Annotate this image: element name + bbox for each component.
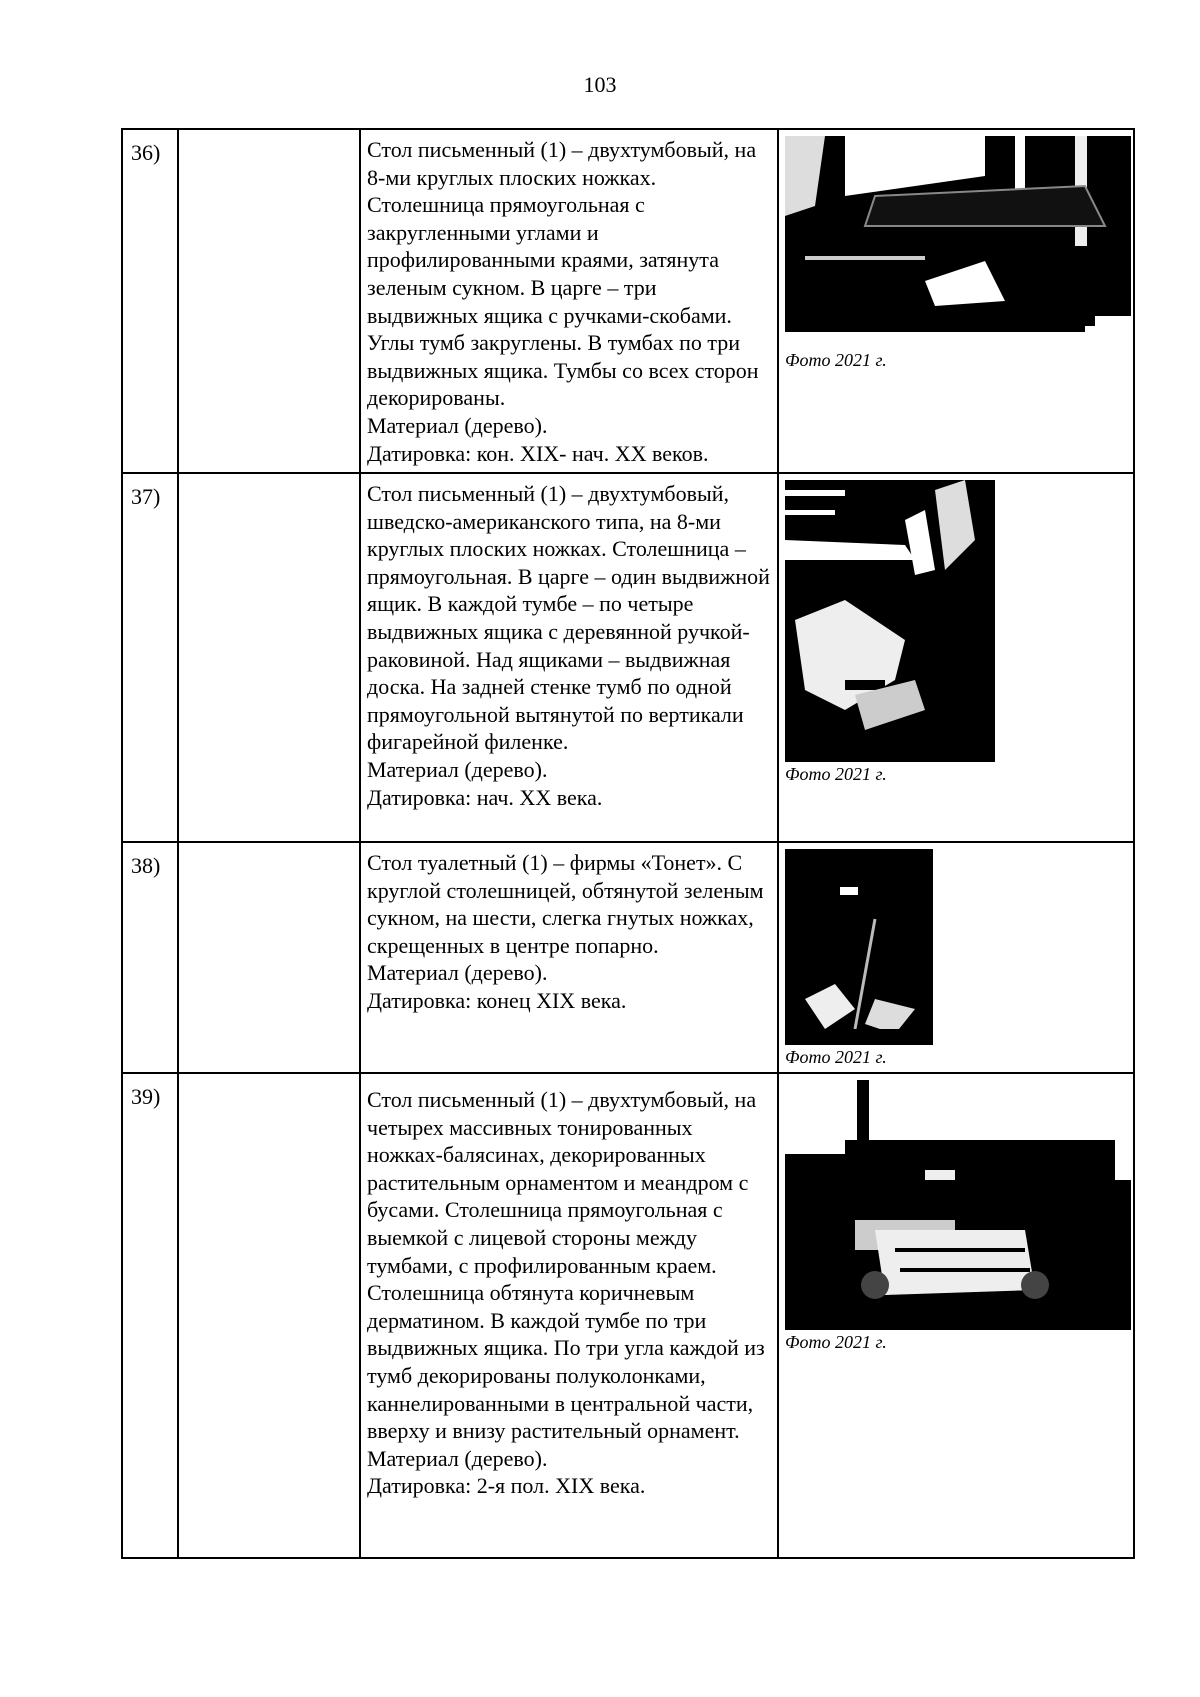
description-text: Стол письменный (1) – двухтумбовый, на 8-ми круглых плоских ножках. Столешница прямоугольная с закругленными углами и профилированными краями, затянута зеленым сукном. В царге – три выдвижных ящика с ручками-скобами. Углы тумб закруглены. В тумбах по три выдвижных ящика. Тумбы со всех сторон декорированы.: [367, 137, 759, 411]
material-text: Материал (дерево).: [367, 960, 548, 986]
entry-description: [360, 129, 778, 473]
dating-text: Датировка: кон. XIX- нач. XX веков.: [367, 440, 709, 466]
entry-photo-cell: [778, 129, 1134, 473]
entry-number: 38): [122, 842, 178, 1073]
side-table-photo: [785, 849, 933, 1045]
registry-table: [121, 128, 1135, 1559]
entry-photo-cell: [778, 473, 1134, 842]
entry-description: [360, 842, 778, 1073]
table-row: [122, 473, 1134, 842]
page-number: 103: [583, 72, 617, 97]
description-text: Стол туалетный (1) – фирмы «Тонет». С круглой столешницей, обтянутой зеленым сукном, на шести, слегка гнутых ножках, скрещенных в центре попарно.: [367, 850, 764, 958]
entry-description: [360, 473, 778, 842]
entry-number: 36): [122, 129, 178, 473]
entry-number: 37): [122, 473, 178, 842]
photo-caption: Фото 2021 г.: [785, 1332, 887, 1352]
desk-photo: [785, 480, 995, 762]
photo-caption: Фото 2021 г.: [785, 764, 887, 784]
photo-caption: Фото 2021 г.: [785, 1047, 887, 1067]
table-row: [122, 129, 1134, 473]
entry-photo-cell: [778, 842, 1134, 1073]
entry-name-cell: [178, 129, 360, 473]
entry-name-cell: [178, 473, 360, 842]
table-row: [122, 1073, 1134, 1558]
photo-caption: Фото 2021 г.: [785, 350, 887, 370]
desk-photo: [785, 136, 1131, 348]
entry-name-cell: [178, 1073, 360, 1558]
entry-description: [360, 1073, 778, 1558]
dating-text: Датировка: 2-я пол. XIX века.: [367, 1473, 646, 1499]
dating-text: Датировка: конец XIX века.: [367, 987, 627, 1013]
material-text: Материал (дерево).: [367, 1445, 548, 1471]
dating-text: Датировка: нач. XX века.: [367, 784, 603, 810]
entry-photo-cell: [778, 1073, 1134, 1558]
desk-photo: [785, 1080, 1131, 1330]
table-row: [122, 842, 1134, 1073]
description-text: Стол письменный (1) – двухтумбовый, на четырех массивных тонированных ножках-балясинах, декорированных растительным орнаментом и меандром с бусами. Столешница прямоугольная с выемкой с лицевой стороны между тумбами, с профилированным краем. Столешница обтянута коричневым дерматином. В каждой тумбе по три выдвижных ящика. По три угла каждой из тумб декорированы полуколонками, каннелированными в центральной части, вверху и внизу растительный орнамент.: [367, 1087, 765, 1444]
material-text: Материал (дерево).: [367, 412, 548, 438]
material-text: Материал (дерево).: [367, 756, 548, 782]
description-text: Стол письменный (1) – двухтумбовый, шведско-американского типа, на 8-ми круглых плоских ножках. Столешница – прямоугольная. В царге – один выдвижной ящик. В каждой тумбе – по четыре выдвижных ящика с деревянной ручкой-раковиной. Над ящиками – выдвижная доска. На задней стенке тумб по одной прямоугольной вытянутой по вертикали фигарейной филенке.: [367, 481, 770, 755]
entry-name-cell: [178, 842, 360, 1073]
entry-number: 39): [122, 1073, 178, 1558]
